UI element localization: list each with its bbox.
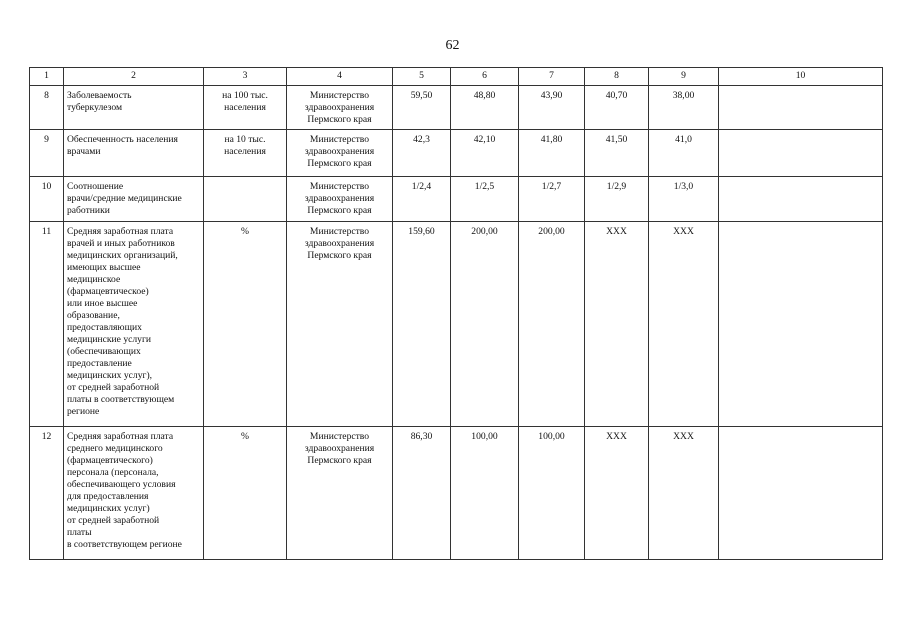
row-number-cell: 11: [30, 222, 64, 427]
value-cell: 200,00: [519, 222, 585, 427]
header-cell: 7: [519, 68, 585, 86]
note-cell: [719, 177, 883, 222]
cell-line: (фармацевтическое): [67, 286, 149, 297]
cell-line: здравоохранения: [304, 146, 375, 157]
cell-line: Пермского края: [307, 250, 372, 261]
note-cell: [719, 427, 883, 560]
value-cell: XXX: [585, 427, 649, 560]
cell-line: Министерство: [309, 431, 370, 442]
indicator-name-cell: [64, 427, 204, 560]
cell-line: Средняя заработная плата: [67, 431, 174, 442]
cell-line: врачи/средние медицинские: [67, 193, 182, 204]
row-number-cell: 12: [30, 427, 64, 560]
table-row: [30, 222, 883, 427]
note-cell: [719, 222, 883, 427]
header-cell: 5: [393, 68, 451, 86]
value-cell: 43,90: [519, 86, 585, 130]
cell-line: Министерство: [309, 90, 370, 101]
responsible-cell: [287, 86, 393, 130]
value-cell: 1/3,0: [649, 177, 719, 222]
cell-line: здравоохранения: [304, 443, 375, 454]
table-body: [30, 86, 883, 560]
header-cell: 4: [287, 68, 393, 86]
cell-line: медицинские услуги: [67, 334, 152, 345]
cell-line: Обеспеченность населения: [67, 134, 178, 145]
value-cell: 86,30: [393, 427, 451, 560]
cell-line: здравоохранения: [304, 102, 375, 113]
row-number-cell: 9: [30, 130, 64, 177]
header-cell: 1: [30, 68, 64, 86]
value-cell: XXX: [585, 222, 649, 427]
cell-line: в соответствующем регионе: [67, 539, 182, 550]
cell-line: Средняя заработная плата: [67, 226, 174, 237]
cell-line: Пермского края: [307, 205, 372, 216]
responsible-cell: [287, 130, 393, 177]
header-cell: 6: [451, 68, 519, 86]
unit-cell: [204, 222, 287, 427]
header-cell: 3: [204, 68, 287, 86]
cell-line: %: [241, 226, 249, 237]
cell-line: для предоставления: [67, 491, 149, 502]
table-header-row: [30, 68, 883, 86]
cell-line: образование,: [67, 310, 120, 321]
table-row: [30, 130, 883, 177]
cell-line: Пермского края: [307, 455, 372, 466]
cell-line: Министерство: [309, 134, 370, 145]
unit-cell: [204, 427, 287, 560]
value-cell: 100,00: [451, 427, 519, 560]
header-cell: 2: [64, 68, 204, 86]
cell-line: (обеспечивающих: [67, 346, 141, 357]
value-cell: 159,60: [393, 222, 451, 427]
unit-cell: [204, 130, 287, 177]
value-cell: 1/2,5: [451, 177, 519, 222]
cell-line: медицинских услуг),: [67, 370, 153, 381]
responsible-cell: [287, 427, 393, 560]
value-cell: 40,70: [585, 86, 649, 130]
indicator-name-cell: [64, 177, 204, 222]
cell-line: Пермского края: [307, 158, 372, 169]
table-row: [30, 177, 883, 222]
cell-line: предоставляющих: [67, 322, 142, 333]
cell-line: медицинских услуг): [67, 503, 150, 514]
value-cell: XXX: [649, 222, 719, 427]
value-cell: 100,00: [519, 427, 585, 560]
cell-line: предоставление: [67, 358, 132, 369]
value-cell: 1/2,7: [519, 177, 585, 222]
note-cell: [719, 130, 883, 177]
unit-cell: [204, 86, 287, 130]
value-cell: 59,50: [393, 86, 451, 130]
indicator-name-cell: [64, 86, 204, 130]
cell-line: от средней заработной: [67, 382, 160, 393]
page-number: 62: [445, 38, 460, 53]
cell-line: врачами: [67, 146, 101, 157]
table-row: [30, 86, 883, 130]
cell-line: имеющих высшее: [67, 262, 141, 273]
value-cell: 1/2,9: [585, 177, 649, 222]
value-cell: 42,10: [451, 130, 519, 177]
cell-line: среднего медицинского: [67, 443, 163, 454]
value-cell: XXX: [649, 427, 719, 560]
responsible-cell: [287, 177, 393, 222]
value-cell: 41,50: [585, 130, 649, 177]
row-number-cell: 8: [30, 86, 64, 130]
cell-line: здравоохранения: [304, 193, 375, 204]
row-number-cell: 10: [30, 177, 64, 222]
cell-line: населения: [224, 146, 266, 157]
cell-line: персонала (персонала,: [67, 467, 159, 478]
header-cell: 9: [649, 68, 719, 86]
cell-line: или иное высшее: [67, 298, 138, 309]
value-cell: 200,00: [451, 222, 519, 427]
value-cell: 1/2,4: [393, 177, 451, 222]
cell-line: Министерство: [309, 181, 370, 192]
cell-line: на 10 тыс.: [224, 134, 266, 145]
indicators-table: [29, 67, 883, 560]
note-cell: [719, 86, 883, 130]
indicator-name-cell: [64, 130, 204, 177]
cell-line: обеспечивающего условия: [67, 479, 176, 490]
responsible-cell: [287, 222, 393, 427]
cell-line: от средней заработной: [67, 515, 160, 526]
header-cell: 8: [585, 68, 649, 86]
cell-line: Заболеваемость: [67, 90, 132, 101]
cell-line: Пермского края: [307, 114, 372, 125]
header-cell: 10: [719, 68, 883, 86]
cell-line: Министерство: [309, 226, 370, 237]
cell-line: туберкулезом: [67, 102, 123, 113]
cell-line: регионе: [67, 406, 100, 417]
table-row: [30, 427, 883, 560]
cell-line: здравоохранения: [304, 238, 375, 249]
value-cell: 42,3: [393, 130, 451, 177]
cell-line: медицинских организаций,: [67, 250, 178, 261]
unit-cell: [204, 177, 287, 222]
cell-line: Соотношение: [67, 181, 124, 192]
cell-line: работники: [67, 205, 110, 216]
cell-line: платы: [67, 527, 92, 538]
cell-line: медицинское: [67, 274, 121, 285]
cell-line: платы в соответствующем: [67, 394, 175, 405]
cell-line: врачей и иных работников: [67, 238, 175, 249]
value-cell: 48,80: [451, 86, 519, 130]
value-cell: 41,80: [519, 130, 585, 177]
value-cell: 38,00: [649, 86, 719, 130]
cell-line: населения: [224, 102, 266, 113]
cell-line: (фармацевтического): [67, 455, 153, 466]
value-cell: 41,0: [649, 130, 719, 177]
cell-line: на 100 тыс.: [222, 90, 268, 101]
cell-line: %: [241, 431, 249, 442]
indicator-name-cell: [64, 222, 204, 427]
